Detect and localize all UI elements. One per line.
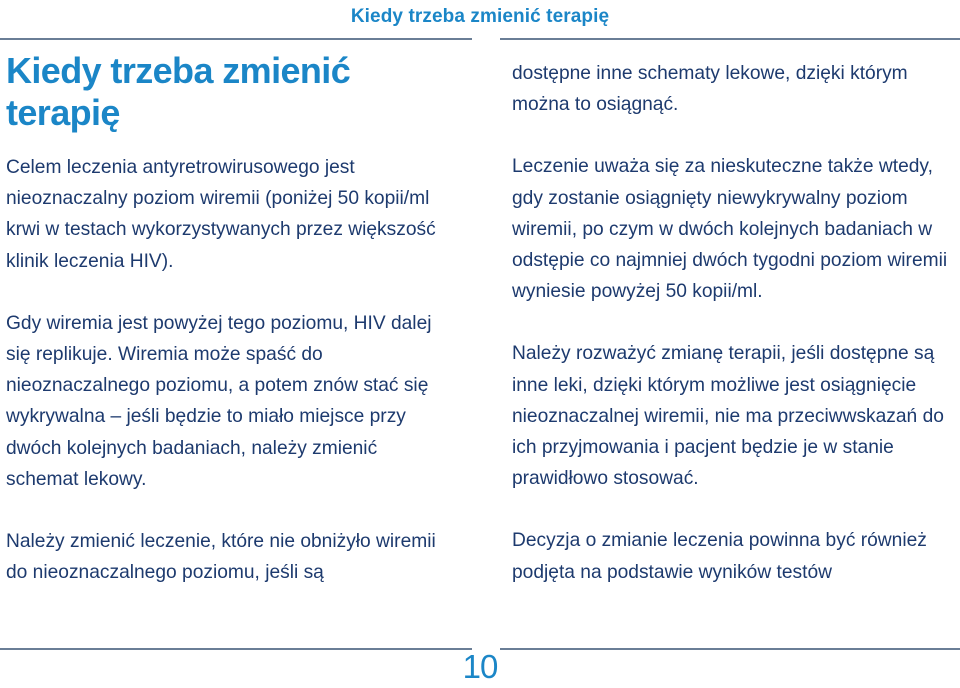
left-column — [6, 152, 442, 619]
footer-divider-right — [500, 648, 960, 650]
paragraph: Należy zmienić leczenie, które nie obniżyło wiremii do nieoznaczalnego poziomu, jeśli są — [6, 531, 436, 584]
header-divider-right — [500, 38, 960, 40]
paragraph: Leczenie uważa się za nieskuteczne także wtedy, gdy zostanie osiągnięty niewykrywalny poziom wiremii, po czym w dwóch kolejnych badaniach w odstępie co najmniej dwóch tygodni poziom wiremii wyniesie powyżej 50 kopii/ml. — [512, 156, 948, 303]
page-title: Kiedy trzeba zmienić terapię — [6, 50, 351, 133]
paragraph: Należy rozważyć zmianę terapii, jeśli dostępne są inne leki, dzięki którym możliwe jest osiągnięcie nieoznaczalnej wiremii, nie ma przeciwwskazań do ich przyjmowania i pacjent będzie je w stanie prawidłowo stosować. — [512, 343, 944, 490]
paragraph: Gdy wiremia jest powyżej tego poziomu, HIV dalej się replikuje. Wiremia może spaść do nieoznaczalnego poziomu, a potem znów stać się wykrywalna – jeśli będzie to miało miejsce przy dwóch kolejnych badaniach, należy zmienić schemat lekowy. — [6, 312, 432, 490]
paragraph: Celem leczenia antyretrowirusowego jest nieoznaczalny poziom wiremii (poniżej 50 kopii/ml krwi w testach wykorzystywanych przez większość klinik leczenia HIV). — [6, 157, 436, 272]
header-divider-left — [0, 38, 472, 40]
running-header: Kiedy trzeba zmienić terapię — [350, 6, 610, 27]
paragraph: dostępne inne schematy lekowe, dzięki którym można to osiągnąć. — [512, 63, 908, 116]
right-column — [512, 58, 958, 619]
footer-divider-left — [0, 648, 472, 650]
page-number: 10 — [462, 648, 498, 685]
paragraph: Decyzja o zmianie leczenia powinna być również podjęta na podstawie wyników testów — [512, 530, 927, 583]
